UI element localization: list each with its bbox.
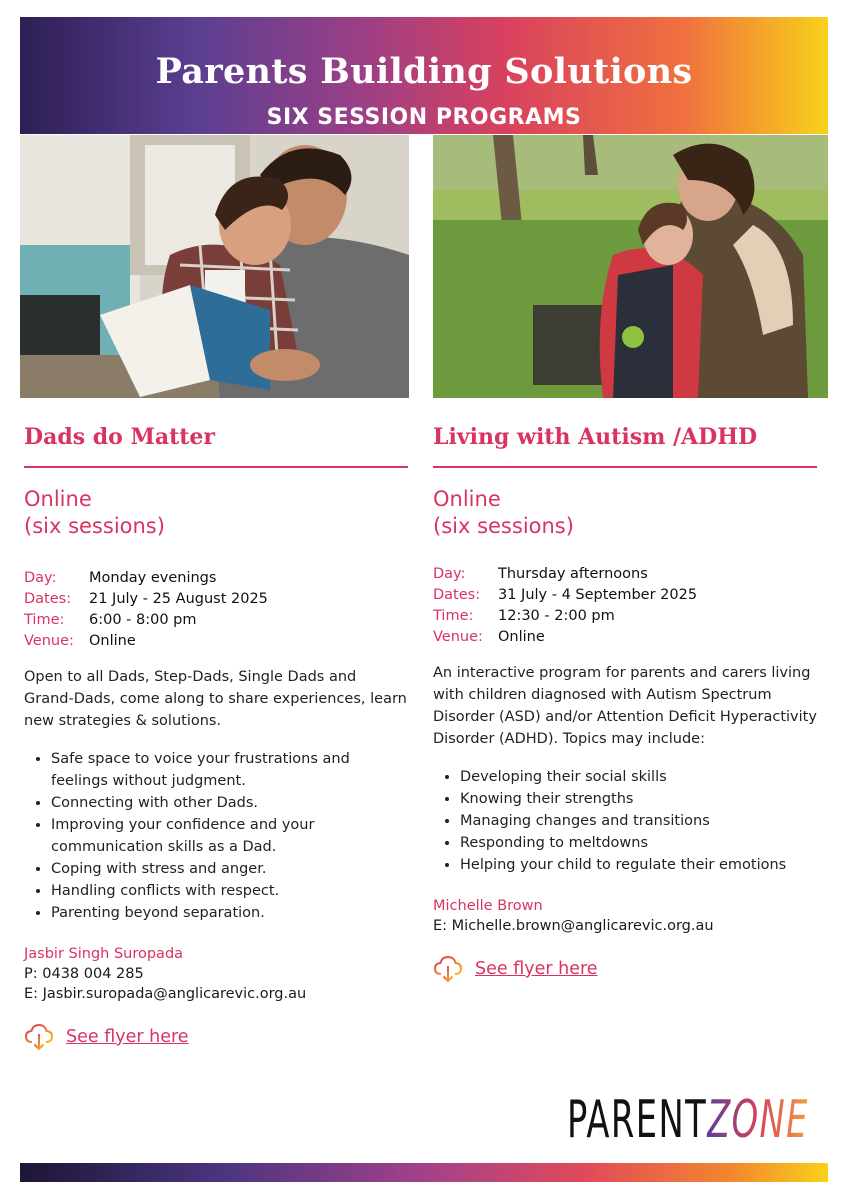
detail-day [24,568,409,589]
dads-photo [20,135,409,398]
contact-name: Jasbir Singh Suropada [24,946,184,962]
program-title: Living with Autism /ADHD [433,424,758,450]
list-item: • Handling conflicts with respect. [51,880,409,902]
format-sessions: (six sessions) [24,514,165,538]
page-subtitle: SIX SESSION PROGRAMS [266,105,582,130]
see-flyer-link[interactable]: See flyer here [66,1027,189,1047]
contact-email[interactable]: E: Michelle.brown@anglicarevic.org.au [433,918,714,934]
contact-name: Michelle Brown [433,898,543,914]
detail-value: 31 July - 4 September 2025 [498,587,698,603]
detail-value: 12:30 - 2:00 pm [498,608,615,624]
program-details [433,564,818,648]
detail-label: Venue: [24,633,74,649]
parentzone-logo [567,1090,809,1150]
program-description: An interactive program for parents and carers living with children diagnosed with Autism Spectrum Disorder (ASD) and/or Attention Deficit Hyperactivity Disorder (ADHD). Topics may include: [433,665,817,747]
contact-block [433,896,818,936]
list-item: • Connecting with other Dads. [51,792,409,814]
program-description: Open to all Dads, Step-Dads, Single Dads and Grand-Dads, come along to share experiences, learn new strategies & solutions. [24,669,407,729]
detail-label: Day: [433,566,466,582]
flyer-link-row[interactable] [24,1022,409,1052]
detail-value: Monday evenings [89,570,217,586]
detail-time [24,610,409,631]
program-format [433,486,818,540]
detail-label: Dates: [24,591,72,607]
detail-value: Online [89,633,136,649]
list-item: • Developing their social skills [460,766,818,788]
program-title: Dads do Matter [24,424,215,450]
list-item: • Safe space to voice your frustrations and feelings without judgment. [51,748,409,792]
format-sessions: (six sessions) [433,514,574,538]
detail-label: Venue: [433,629,483,645]
list-item: • Parenting beyond separation. [51,902,409,924]
flyer-link-row[interactable] [433,954,818,984]
cloud-download-icon[interactable] [24,1022,54,1052]
contact-block [24,944,409,1004]
detail-value: 6:00 - 8:00 pm [89,612,197,628]
detail-value: Thursday afternoons [498,566,648,582]
cloud-download-icon[interactable] [433,954,463,984]
detail-label: Time: [433,608,474,624]
contact-phone: P: 0438 004 285 [24,966,144,982]
detail-value: Online [498,629,545,645]
list-item: • Knowing their strengths [460,788,818,810]
list-item: • Helping your child to regulate their emotions [460,854,818,876]
detail-dates [433,585,818,606]
divider [433,466,817,468]
detail-value: 21 July - 25 August 2025 [89,591,268,607]
logo-part-zone: ZONE [707,1090,809,1150]
see-flyer-link[interactable]: See flyer here [475,959,598,979]
detail-label: Dates: [433,587,481,603]
detail-venue [24,631,409,652]
format-line: Online [433,487,501,511]
detail-label: Day: [24,570,57,586]
header-banner [20,17,828,134]
detail-dates [24,589,409,610]
autism-photo [433,135,828,398]
program-dads [24,424,409,1052]
footer-gradient-bar [20,1163,828,1182]
detail-venue [433,627,818,648]
list-item: • Managing changes and transitions [460,810,818,832]
list-item: • Responding to meltdowns [460,832,818,854]
program-format [24,486,409,540]
program-details [24,568,409,652]
detail-label: Time: [24,612,65,628]
program-autism [433,424,818,984]
detail-time [433,606,818,627]
format-line: Online [24,487,92,511]
detail-day [433,564,818,585]
page-title: Parents Building Solutions [155,51,693,92]
program-topics [433,766,818,876]
list-item: • Coping with stress and anger. [51,858,409,880]
program-topics [24,748,409,924]
divider [24,466,408,468]
list-item: • Improving your confidence and your communication skills as a Dad. [51,814,409,858]
logo-part-parent: PARENT [567,1090,708,1150]
contact-email[interactable]: E: Jasbir.suropada@anglicarevic.org.au [24,986,307,1002]
